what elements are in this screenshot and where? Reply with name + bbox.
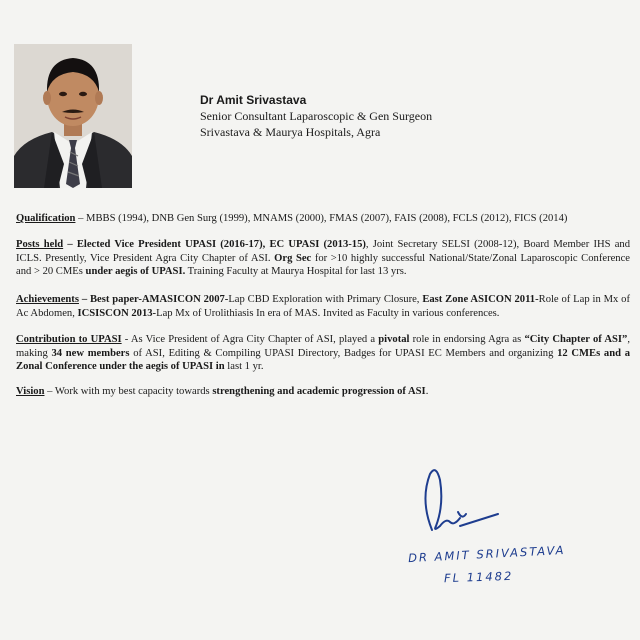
contribution-text: role in endorsing Agra as [409,334,525,345]
posts-label: Posts held [16,239,64,250]
posts-highlight: Elected Vice President UPASI (2016-17), EC UPASI (2013-15) [76,239,366,250]
achievements-text: Lap Mx of Urolithiasis In era of MAS. Invited as Faculty in various conferences. [156,307,500,319]
contribution-label: Contribution to UPASI [16,334,122,345]
contribution-text: - As Vice President of Agra City Chapter of ASI, played a [121,334,379,345]
signature-registration: FL 11482 [443,568,514,586]
contribution-highlight: pivotal [378,334,410,345]
posts-text: Training Faculty at Maurya Hospital for last 13 yrs. [185,266,407,278]
achievements-highlight: East Zone ASICON 2011- [422,294,539,305]
achievements-highlight: ICSISCON 2013- [77,307,157,319]
achievements-text: Lap CBD Exploration with Primary Closure, [228,294,423,305]
qualification-label: Qualification [16,213,76,224]
contribution-highlight: “City Chapter of ASI” [524,334,628,345]
doctor-name: Dr Amit Srivastava [200,93,307,107]
achievements-text: Role of Lap in Mx of Ac Abdomen, [16,294,631,319]
portrait-photo [14,44,132,188]
vision-highlight: strengthening and academic progression of ASI [212,386,426,397]
contribution-highlight: 12 CMEs and a Zonal Conference under the aegis of UPASI in [16,347,630,373]
posts-text: – [63,239,77,250]
contribution-highlight: 34 new members [51,347,130,359]
posts-text: for >10 highly successful National/State/Zonal Laparoscopic Conference and > 20 CMEs [16,252,630,278]
header-block [200,92,432,140]
contribution-section [16,333,630,374]
qualification-section [16,212,630,226]
vision-label: Vision [16,386,45,397]
signature-block [400,460,600,610]
posts-text: , Joint Secretary SELSI (2008-12), Board Member IHS and ICLS. Presently, Vice President Agra City Chapter of ASI. [16,239,631,264]
contribution-text: of ASI, Editing & Compiling UPASI Directory, Badges for UPASI EC Members and organizing [129,347,558,359]
vision-text: – Work with my best capacity towards [44,386,213,397]
posts-highlight: under aegis of UPASI. [85,266,186,278]
hospital-name: Srivastava & Maurya Hospitals, Agra [200,125,381,139]
contribution-text: , making [16,334,630,359]
vision-section [16,385,630,399]
contribution-text: last 1 yr. [224,361,264,373]
signature-name: DR AMIT SRIVASTAVA [407,542,566,566]
achievements-section [16,293,630,320]
doctor-title: Senior Consultant Laparoscopic & Gen Surgeon [200,109,433,123]
achievements-highlight: – Best paper-AMASICON 2007- [78,294,229,305]
posts-section [16,238,630,279]
vision-text: . [425,386,429,397]
achievements-label: Achievements [16,294,79,305]
posts-highlight: Org Sec [274,252,312,264]
handwritten-signature [400,460,600,540]
qualification-text: – MBBS (1994), DNB Gen Surg (1999), MNAMS (2000), FMAS (2007), FAIS (2008), FCLS (2012), FICS (2014) [75,213,568,224]
